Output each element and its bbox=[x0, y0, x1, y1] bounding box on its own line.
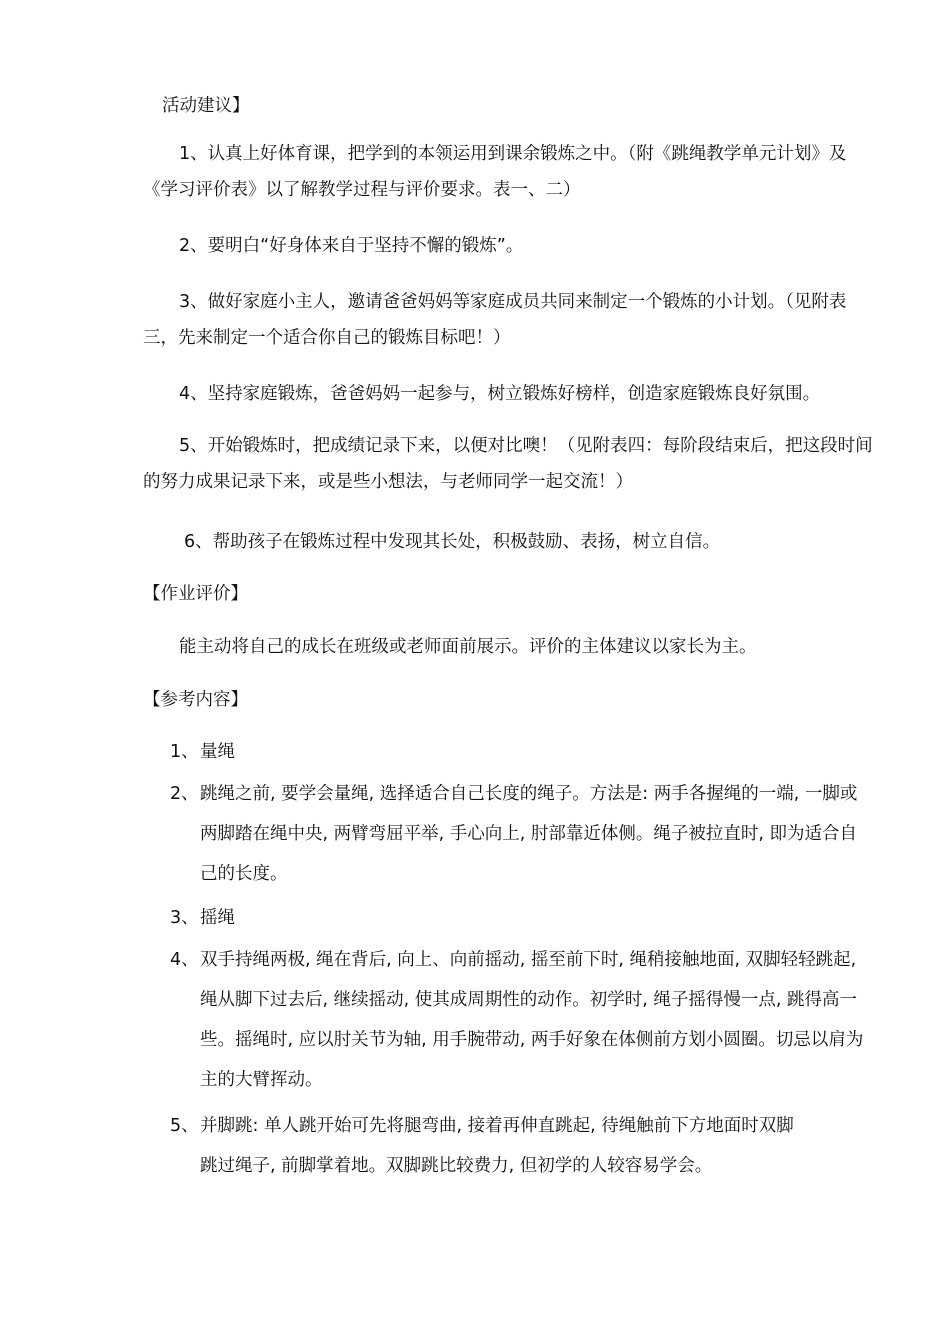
activity-item-1-text: 1、认真上好体育课，把学到的本领运用到课余锻炼之中。（附《跳绳教学单元计划》及《学习评价表》以了解教学过程与评价要求。表一、二） bbox=[143, 144, 847, 200]
section-heading-evaluation: 【作业评价】 bbox=[143, 584, 248, 604]
reference-item-1 bbox=[170, 732, 870, 772]
activity-item-2: 2、要明白“好身体来自于坚持不懈的锻炼”。 bbox=[179, 236, 524, 256]
reference-item-1-number: 1、 bbox=[170, 742, 199, 762]
activity-item-3 bbox=[143, 284, 873, 356]
reference-item-3 bbox=[170, 898, 870, 938]
reference-item-4-number: 4、 bbox=[170, 950, 199, 970]
reference-item-2 bbox=[170, 774, 870, 894]
activity-item-6: 6、帮助孩子在锻炼过程中发现其长处，积极鼓励、表扬，树立自信。 bbox=[184, 532, 721, 552]
reference-item-3-text: 摇绳 bbox=[200, 908, 235, 928]
activity-item-1 bbox=[143, 136, 873, 208]
reference-item-4-text: 双手持绳两极, 绳在背后, 向上、向前摇动, 摇至前下时, 绳稍接触地面, 双脚轻轻跳起, 绳从脚下过去后, 继续摇动, 使其成周期性的动作。初学时, 绳子摇得慢一点, 跳得高一些。摇绳时, 应以肘关节为轴, 用手腕带动, 两手好象在体侧前方划小圆圈。切忌以肩为主的大臂挥动。 bbox=[200, 950, 864, 1090]
activity-item-5 bbox=[143, 428, 873, 500]
evaluation-text: 能主动将自己的成长在班级或老师面前展示。评价的主体建议以家长为主。 bbox=[179, 637, 757, 657]
section-heading-reference: 【参考内容】 bbox=[143, 690, 248, 710]
reference-item-4 bbox=[170, 940, 870, 1100]
activity-item-5-text: 5、开始锻炼时，把成绩记录下来，以便对比噢！（见附表四：每阶段结束后，把这段时间的努力成果记录下来，或是些小想法，与老师同学一起交流！） bbox=[143, 436, 873, 492]
reference-item-1-text: 量绳 bbox=[200, 742, 235, 762]
reference-item-3-number: 3、 bbox=[170, 908, 199, 928]
reference-item-2-number: 2、 bbox=[170, 784, 199, 804]
reference-item-5-text: 并脚跳: 单人跳开始可先将腿弯曲, 接着再伸直跳起, 待绳触前下方地面时双脚跳过绳子, 前脚掌着地。双脚跳比较费力, 但初学的人较容易学会。 bbox=[200, 1116, 794, 1176]
reference-item-5 bbox=[170, 1106, 870, 1186]
reference-item-5-number: 5、 bbox=[170, 1116, 199, 1136]
activity-item-3-text: 3、做好家庭小主人，邀请爸爸妈妈等家庭成员共同来制定一个锻炼的小计划。（见附表三，先来制定一个适合你自己的锻炼目标吧！） bbox=[143, 292, 847, 348]
reference-item-2-text: 跳绳之前, 要学会量绳, 选择适合自己长度的绳子。方法是: 两手各握绳的一端, 一脚或两脚踏在绳中央, 两臂弯屈平举, 手心向上, 肘部靠近体侧。绳子被拉直时, 即为适合自己的长度。 bbox=[200, 784, 858, 884]
section-heading-activity: 活动建议】 bbox=[162, 96, 250, 116]
activity-item-4: 4、坚持家庭锻炼，爸爸妈妈一起参与，树立锻炼好榜样，创造家庭锻炼良好氛围。 bbox=[179, 384, 821, 404]
